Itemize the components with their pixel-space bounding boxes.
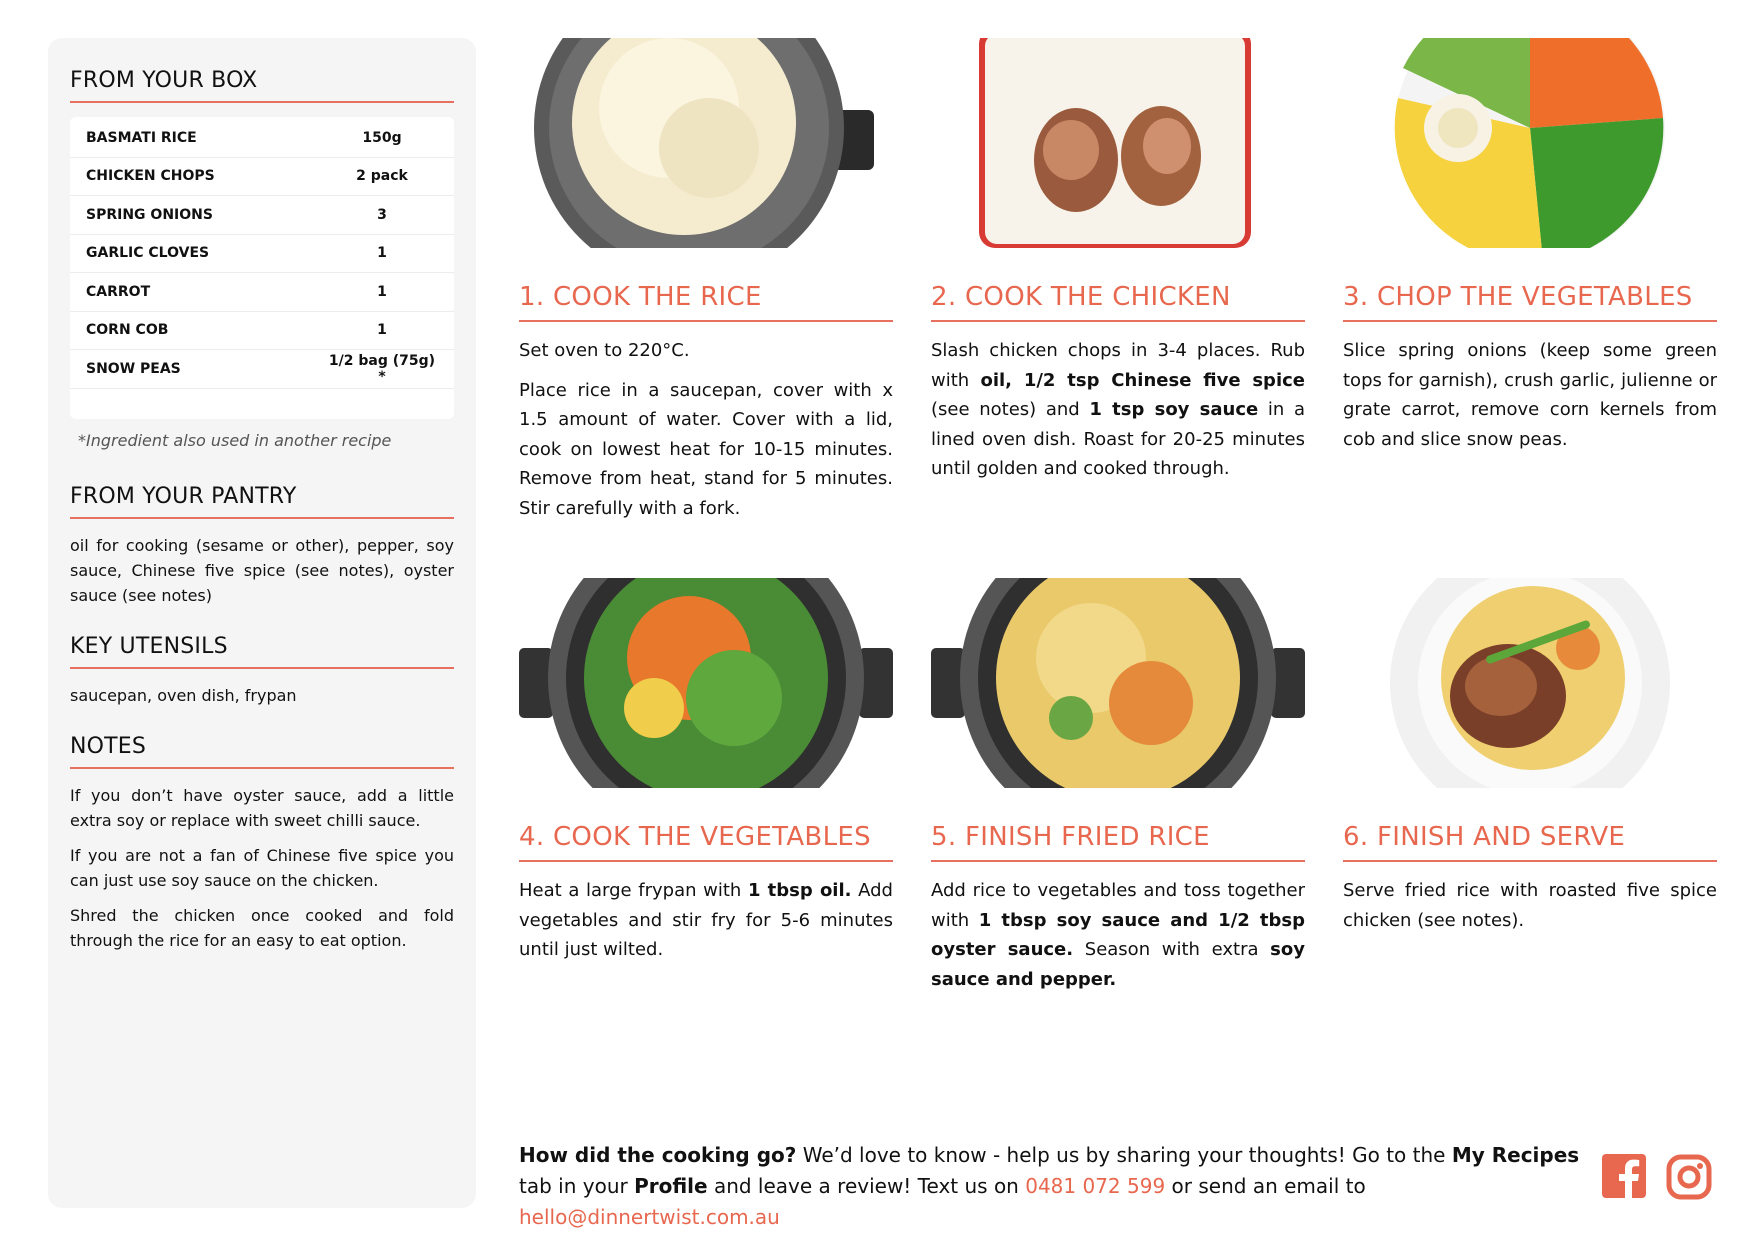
ingredient-qty: 1: [377, 322, 387, 339]
profile-link-text: Profile: [634, 1174, 708, 1198]
ingredient-name: CHICKEN CHOPS: [86, 168, 215, 185]
feedback-question: How did the cooking go?: [519, 1143, 797, 1167]
step-3-text: Slice spring onions (keep some green tops for garnish), crush garlic, julienne or grate carrot, remove corn kernels from cob and slice snow peas.: [1343, 340, 1717, 450]
sidebar: [48, 38, 476, 1208]
step-2-photo-chicken-tray: [931, 38, 1305, 248]
step-1-text-1: Set oven to 220°C.: [519, 340, 690, 361]
step-1: [519, 38, 893, 533]
feedback-footer: How did the cooking go? We’d love to know - help us by sharing your thoughts! Go to the My Recipes tab in your Profile and leave a review! Text us on 0481 072 599 or send an email to hello@dinnertwist.com.au: [519, 1143, 1580, 1229]
ingredient-name: CORN COB: [86, 322, 169, 339]
ingredient-row: [70, 119, 454, 158]
step-2-heading: 2. COOK THE CHICKEN: [931, 282, 1305, 322]
from-your-box-heading: FROM YOUR BOX: [70, 68, 454, 103]
utensils-text: saucepan, oven dish, frypan: [70, 685, 297, 705]
step-4-text: Heat a large frypan with 1 tbsp oil. Add vegetables and stir fry for 5-6 minutes until just wilted.: [519, 880, 893, 960]
step-5-body: [931, 876, 1305, 994]
ingredient-name: CARROT: [86, 283, 151, 300]
note-item: If you are not a fan of Chinese five spice you can just use soy sauce on the chicken.: [70, 845, 454, 890]
ingredient-qty: 1/2 bag (75g) *: [328, 352, 436, 385]
step-1-body: [519, 336, 893, 523]
step-3-heading: 3. CHOP THE VEGETABLES: [1343, 282, 1717, 322]
key-utensils-section: [70, 634, 454, 708]
note-item: Shred the chicken once cooked and fold through the rice for an easy to eat option.: [70, 905, 454, 950]
step-2: [931, 38, 1305, 494]
step-6: [1343, 578, 1717, 945]
step-6-photo-served-plate: [1343, 578, 1717, 788]
ingredient-row: [70, 235, 454, 274]
key-utensils-heading: KEY UTENSILS: [70, 634, 454, 669]
ingredient-qty: 1: [377, 245, 387, 262]
step-1-heading: 1. COOK THE RICE: [519, 282, 893, 322]
step-1-photo-rice-pot: [519, 38, 893, 248]
ingredient-row: [70, 158, 454, 197]
step-5-photo-fried-rice-pan: [931, 578, 1305, 788]
step-4-body: [519, 876, 893, 965]
from-your-pantry-heading: FROM YOUR PANTRY: [70, 484, 454, 519]
ingredient-qty: 3: [377, 206, 387, 223]
ingredient-name: GARLIC CLOVES: [86, 245, 210, 262]
pantry-text: oil for cooking (sesame or other), pepper, soy sauce, Chinese five spice (see notes), oyster sauce (see notes): [70, 535, 454, 605]
step-5: [931, 578, 1305, 1004]
step-6-text: Serve fried rice with roasted five spice chicken (see notes).: [1343, 880, 1717, 931]
step-4: [519, 578, 893, 975]
instagram-icon[interactable]: [1666, 1154, 1712, 1204]
ingredient-row: [70, 273, 454, 312]
notes-heading: NOTES: [70, 734, 454, 769]
my-recipes-link-text: My Recipes: [1451, 1143, 1580, 1167]
step-5-heading: 5. FINISH FRIED RICE: [931, 822, 1305, 862]
email-link[interactable]: hello@dinnertwist.com.au: [519, 1205, 780, 1229]
ingredient-qty: 1: [377, 283, 387, 300]
ingredient-row: [70, 350, 454, 389]
ingredient-name: SPRING ONIONS: [86, 206, 213, 223]
step-6-body: [1343, 876, 1717, 935]
phone-number[interactable]: 0481 072 599: [1025, 1174, 1166, 1198]
step-2-body: [931, 336, 1305, 484]
ingredient-qty: 150g: [362, 129, 402, 146]
ingredient-row: [70, 312, 454, 351]
ingredient-qty: 2 pack: [356, 168, 408, 185]
ingredients-table: [70, 117, 454, 419]
facebook-icon[interactable]: [1602, 1154, 1646, 1202]
from-your-pantry-section: [70, 484, 454, 608]
ingredient-name: SNOW PEAS: [86, 360, 181, 377]
note-item: If you don’t have oyster sauce, add a little extra soy or replace with sweet chilli sauce.: [70, 785, 454, 830]
step-4-photo-vegetable-stir-fry: [519, 578, 893, 788]
step-6-heading: 6. FINISH AND SERVE: [1343, 822, 1717, 862]
step-5-text: Add rice to vegetables and toss together with 1 tbsp soy sauce and 1/2 tbsp oyster sauce. Season with extra soy sauce and pepper.: [931, 880, 1305, 990]
step-2-text: Slash chicken chops in 3-4 places. Rub with oil, 1/2 tsp Chinese five spice (see notes) and 1 tsp soy sauce in a lined oven dish. Roast for 20-25 minutes until golden and cooked through.: [931, 340, 1306, 479]
step-3-photo-chopped-vegetables: [1343, 38, 1717, 248]
step-4-heading: 4. COOK THE VEGETABLES: [519, 822, 893, 862]
ingredient-row: [70, 196, 454, 235]
ingredient-name: BASMATI RICE: [86, 129, 197, 146]
step-3: [1343, 38, 1717, 464]
step-1-text-2: Place rice in a saucepan, cover with x 1.5 amount of water. Cover with a lid, cook on lowest heat for 10-15 minutes. Remove from heat, stand for 5 minutes. Stir carefully with a fork.: [519, 379, 893, 519]
notes-section: [70, 734, 454, 953]
from-your-box-section: [70, 68, 454, 450]
ingredient-footnote: *Ingredient also used in another recipe: [78, 430, 392, 450]
step-3-body: [1343, 336, 1717, 454]
